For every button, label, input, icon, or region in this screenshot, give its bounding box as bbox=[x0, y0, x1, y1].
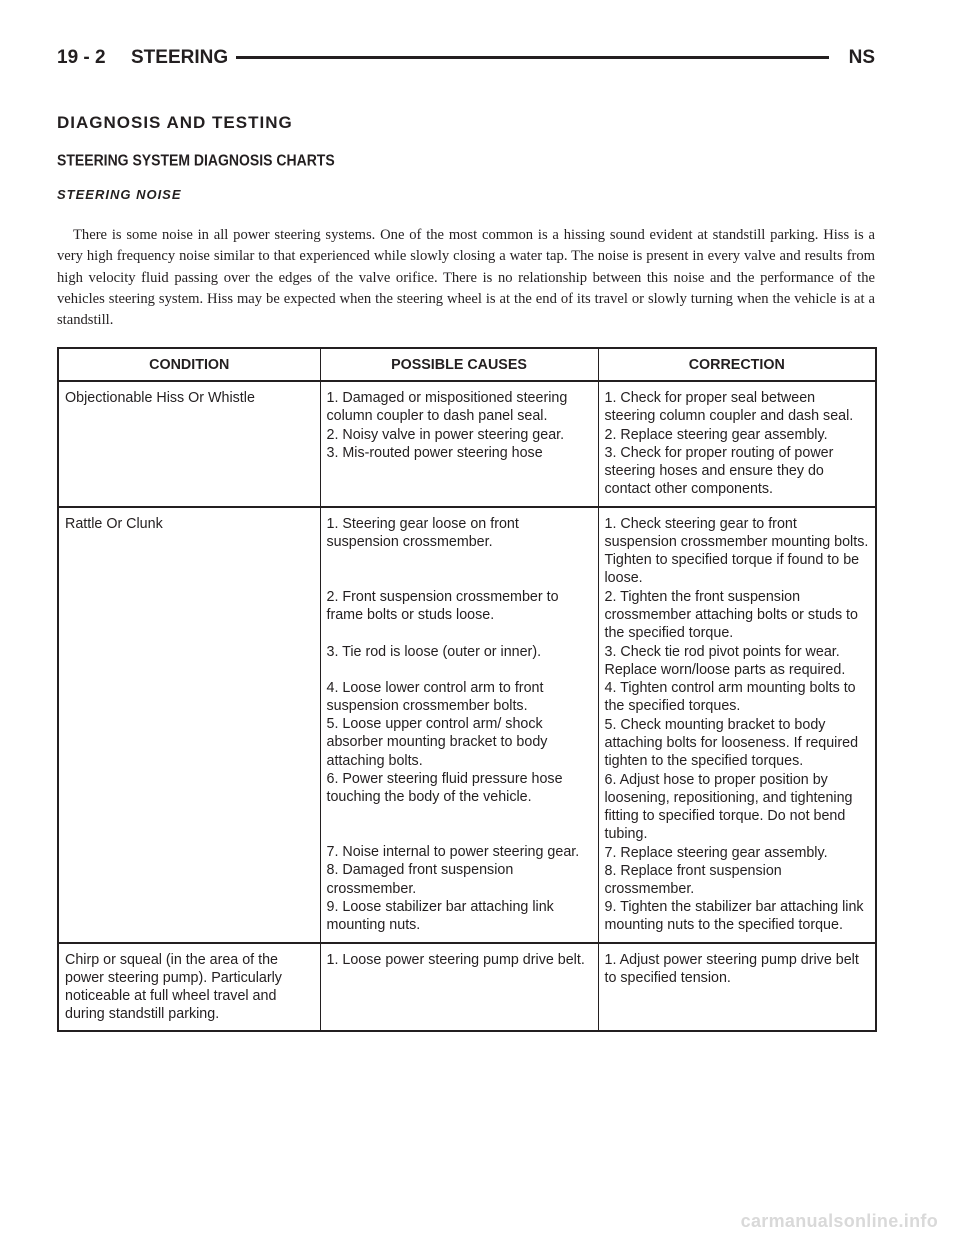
correction-item: 9. Tighten the stabilizer bar attaching link mounting nuts to the specified torque. bbox=[604, 899, 864, 934]
model-code: NS bbox=[841, 46, 875, 70]
causes-cell bbox=[320, 507, 598, 943]
correction-item: 1. Adjust power steering pump drive belt to specified tension. bbox=[604, 951, 859, 986]
correction-item: 3. Check tie rod pivot points for wear. Replace worn/loose parts as required. bbox=[604, 643, 846, 679]
correction-cell bbox=[598, 943, 876, 1032]
cause-item: 9. Loose stabilizer bar attaching link mounting nuts. bbox=[326, 898, 554, 934]
column-header-condition: CONDITION bbox=[58, 348, 320, 381]
table-row bbox=[58, 507, 876, 943]
table-row bbox=[58, 943, 876, 1032]
section-title: STEERING bbox=[131, 46, 236, 70]
cause-item: 3. Mis-routed power steering hose bbox=[326, 444, 543, 461]
condition-cell: Rattle Or Clunk bbox=[58, 507, 320, 943]
page-number: 19 - 2 bbox=[57, 46, 112, 70]
correction-item: 1. Check steering gear to front suspension crossmember mounting bolts. Tighten to specified torque if found to be loose. bbox=[604, 515, 869, 587]
correction-item: 6. Adjust hose to proper position by loosening, repositioning, and tightening fitting to specified torque. Do not bend tubing. bbox=[604, 771, 853, 843]
cause-item: 2. Noisy valve in power steering gear. bbox=[326, 426, 565, 443]
cause-item: 7. Noise internal to power steering gear. bbox=[326, 844, 580, 861]
table-row bbox=[58, 381, 876, 507]
cause-item: 1. Loose power steering pump drive belt. bbox=[326, 951, 585, 968]
heading-diagnosis-testing: DIAGNOSIS AND TESTING bbox=[57, 113, 293, 132]
causes-cell bbox=[320, 381, 598, 507]
condition-cell: Chirp or squeal (in the area of the power steering pump). Particularly noticeable at full wheel travel and during standstill parking. bbox=[65, 951, 282, 1023]
column-header-correction: CORRECTION bbox=[598, 348, 876, 381]
correction-item: 7. Replace steering gear assembly. bbox=[604, 844, 828, 861]
diagnosis-table bbox=[57, 347, 877, 1032]
heading-steering-noise: STEERING NOISE bbox=[57, 187, 182, 202]
cause-item: 5. Loose upper control arm/ shock absorber mounting bracket to body attaching bolts. bbox=[326, 716, 548, 769]
table-header-row bbox=[58, 348, 876, 381]
causes-cell bbox=[320, 943, 598, 1032]
cause-item: 1. Steering gear loose on front suspension crossmember. bbox=[326, 515, 519, 551]
correction-item: 8. Replace front suspension crossmember. bbox=[604, 862, 782, 898]
cause-item: 2. Front suspension crossmember to frame bolts or studs loose. bbox=[326, 588, 559, 624]
cause-item: 4. Loose lower control arm to front suspension crossmember bolts. bbox=[326, 679, 544, 715]
correction-item: 5. Check mounting bracket to body attaching bolts for looseness. If required tighten to the specified torques. bbox=[604, 716, 859, 770]
column-header-possible-causes: POSSIBLE CAUSES bbox=[320, 348, 598, 381]
cause-item: 6. Power steering fluid pressure hose touching the body of the vehicle. bbox=[326, 771, 563, 806]
correction-cell bbox=[598, 381, 876, 507]
page-header bbox=[57, 46, 875, 70]
cause-item: 3. Tie rod is loose (outer or inner). bbox=[326, 643, 542, 660]
correction-item: 4. Tighten control arm mounting bolts to the specified torques. bbox=[604, 680, 856, 715]
header-rule bbox=[207, 56, 829, 59]
watermark: carmanualsonline.info bbox=[740, 1211, 938, 1231]
correction-item: 2. Tighten the front suspension crossmember attaching bolts or studs to the specified torque. bbox=[604, 588, 858, 642]
correction-cell bbox=[598, 507, 876, 943]
intro-paragraph: There is some noise in all power steering systems. One of the most common is a hissing sound evident at standstill parking. Hiss is a very high frequency noise similar to that experienced while slowly closing a water tap. The noise is present in every valve and results from high velocity fluid passing over the edges of the valve orifice. There is no relationship between this noise and the performance of the vehicles steering system. Hiss may be expected when the steering wheel is at the end of its travel or slowly turning when the vehicle is at a standstill. bbox=[57, 227, 875, 329]
table-body bbox=[58, 381, 876, 1031]
heading-diagnosis-charts: STEERING SYSTEM DIAGNOSIS CHARTS bbox=[57, 151, 335, 169]
correction-item: 2. Replace steering gear assembly. bbox=[604, 426, 828, 443]
condition-cell: Objectionable Hiss Or Whistle bbox=[58, 381, 320, 507]
correction-item: 3. Check for proper routing of power steering hoses and ensure they do contact other components. bbox=[604, 444, 834, 498]
cause-item: 8. Damaged front suspension crossmember. bbox=[326, 862, 514, 897]
correction-item: 1. Check for proper seal between steering column coupler and dash seal. bbox=[604, 390, 854, 425]
cause-item: 1. Damaged or mispositioned steering column coupler to dash panel seal. bbox=[326, 390, 568, 425]
